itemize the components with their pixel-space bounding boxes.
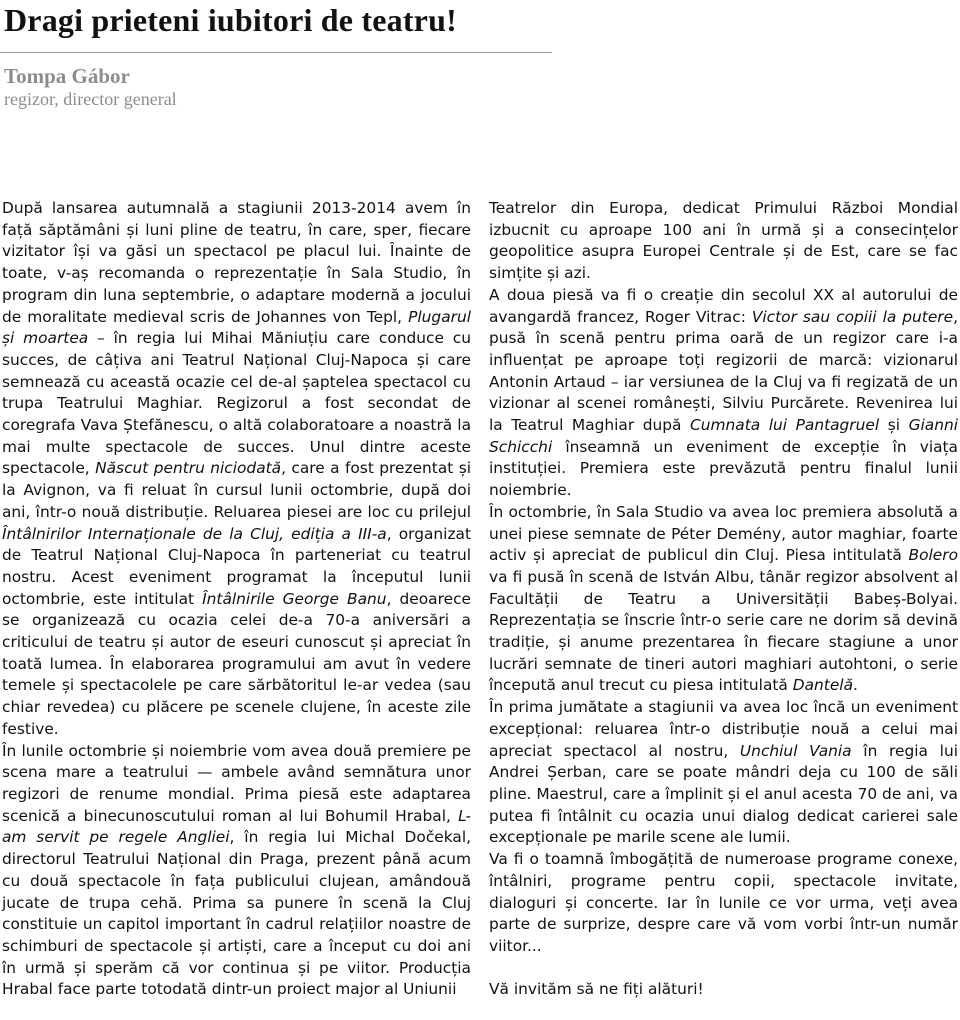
text-run: În lunile octombrie și noiembrie vom avea două premiere pe scena mare a teatrului — ambele având semnătura unor regizori de renume mondial. Prima piesă este adaptarea scenică a binecunoscutului roman al lui Bohumil Hrabal, [2, 741, 471, 825]
article-paragraph [489, 849, 958, 958]
author-role: regizor, director general [4, 89, 177, 109]
title-italic: Dantelă [792, 676, 853, 695]
text-run: , organizat de Teatrul Național Cluj-Napoca în parteneriat cu teatrul nostru. Acest eveniment programat la începutul lunii octombrie, este intitulat [2, 524, 471, 608]
text-run: A doua piesă va fi o creație din secolul XX al autorului de avangardă francez, Roger Vitrac: [489, 285, 958, 326]
title-italic: Gianni Schicchi [489, 416, 958, 456]
page-title: Dragi prieteni iubitori de teatru! [4, 2, 457, 38]
closing-line: Vă invităm să ne fiți alături! [489, 979, 704, 998]
text-run: După lansarea autumnală a stagiunii 2013-2014 avem în față săptămâni și luni pline de teatru, în care, sper, fiecare vizitator își va găsi un spectacol pe placul lui. Înainte de toate, v-aș recomanda o reprezentație în Sala Studio, în program din luna septembrie, o adaptare modernă a jocului de moralitate medieval scris de Johannes von Tepl, [2, 199, 471, 326]
text-run: în regia lui Andrei Șerban, care se poate mândri deja cu 100 de săli pline. Maestrul, care a împlinit și el anul acesta 70 de ani, va putea fi întâlnit cu ocazia unui dialog dedicat carierei sale excepționale pe marile scene ale lumii. [489, 741, 958, 847]
title-italic: L-am servit pe regele Angliei [2, 806, 471, 847]
text-run: În prima jumătate a stagiunii va avea loc încă un eveniment excepțional: reluarea într-o distribuție nouă a celui mai apreciat spectacol al nostru, [489, 698, 958, 760]
article-paragraph [489, 697, 958, 849]
article-paragraph [489, 285, 958, 502]
text-run: – în regia lui Mihai Măniuțiu care conduce cu succes, de câțiva ani Teatrul Național Cluj-Napoca și care semnează cu această ocazie cel de-al șaptelea spectacol cu trupa Teatrului Maghiar. Regizorul a fost secondat de coregrafa Vava Ștefănescu, o altă colaboratoare a noastră la mai multe spectacole de succes. Unul dintre aceste spectacole, [2, 329, 472, 478]
text-run: , pusă în scenă pentru prima oară de un regizor care i-a influențat pe aproape toți regizorii de marcă: vizionarul Antonin Artaud – iar versiunea de la Cluj va fi regizată de un vizionar al scenei românești, Silviu Purcărete. Revenirea lui la Teatrul Maghiar după [489, 307, 958, 435]
article-column-left [2, 198, 471, 1001]
article-paragraph [489, 502, 958, 697]
title-italic: Plugarul și moartea [2, 307, 471, 348]
text-run: , în regia lui Michal Dočekal, directorul Teatrului Național din Praga, prezent până acum cu două spectacole în fața publicului clujean, amândouă jucate de trupa cehă. Prima sa punere în scenă la Cluj constituie un capitol important în cadrul relațiilor noastre de schimburi de spectacole și artiști, care a început cu doi ani în urmă și sperăm că vor continua și pe viitor. Producția Hrabal face parte totodată dintr-un proiect major al Uniunii [2, 828, 471, 999]
text-run: , deoarece se organizează cu ocazia celei de-a 70-a aniversări a criticului de teatru și autor de eseuri cunoscut și apreciat în toată lumea. În elaborarea programului am avut în vedere temele și spectacolele pe care sărbătoritul le-ar vedea (sau chiar revedea) cu plăcere pe scenele clujene, în aceste zile festive. [2, 589, 471, 738]
text-run: . [853, 676, 858, 695]
title-italic: Întâlnirilor Internaționale de la Cluj, ediția a III-a [2, 524, 387, 543]
text-run: va fi pusă în scenă de István Albu, tânăr regizor absolvent al Facultății de Teatru a Universității Babeș-Bolyai. Reprezentația se înscrie într-o serie care ne dorim să devină tradiție, și anume prezentarea în fiecare stagiune a unor lucrări semnate de tineri autori maghiari autohtoni, o serie începută anul trecut cu piesa intitulată [489, 567, 958, 695]
article-paragraph [2, 741, 471, 1001]
author-name: Tompa Gábor [4, 64, 130, 88]
title-italic: Născut pentru niciodată [95, 459, 282, 478]
text-run: , care a fost prezentat și la Avignon, va fi reluat în cursul lunii octombrie, după doi ani, într-o nouă distribuție. Reluarea piesei are loc cu prilejul [2, 459, 471, 521]
title-italic: Bolero [908, 546, 958, 565]
title-italic: Întâlnirile George Banu [202, 589, 387, 608]
text-run: înseamnă un eveniment de excepție în viața instituției. Premiera este prevăzută pentru finalul lunii noiembrie. [489, 437, 958, 500]
text-run: În octombrie, în Sala Studio va avea loc premiera absolută a unei piese semnate de Péter Demény, autor maghiar, foarte activ și apreciat de publicul din Cluj. Piesa intitulată [489, 502, 958, 565]
text-run: și [879, 416, 909, 435]
article-column-right [489, 198, 958, 1000]
title-italic: Unchiul Vania [739, 741, 852, 760]
text-run: Va fi o toamnă îmbogățită de numeroase programe conexe, întâlniri, programe pentru copii, spectacole invitate, dialoguri și concerte. Iar în lunile ce vor urma, veți avea parte de surprize, despre care vă vom vorbi într-un număr viitor... [489, 850, 958, 955]
article-paragraph [489, 198, 958, 285]
title-italic: Victor sau copiii la putere [751, 307, 954, 326]
title-italic: Cumnata lui Pantagruel [690, 416, 880, 435]
title-divider [0, 52, 552, 53]
text-run: Teatrelor din Europa, dedicat Primului Război Mondial izbucnit cu aproape 100 ani în urmă și a consecințelor geopolitice asupra Europei Centrale și de Est, care se fac simțite și azi. [489, 199, 958, 283]
article-paragraph [2, 198, 471, 741]
